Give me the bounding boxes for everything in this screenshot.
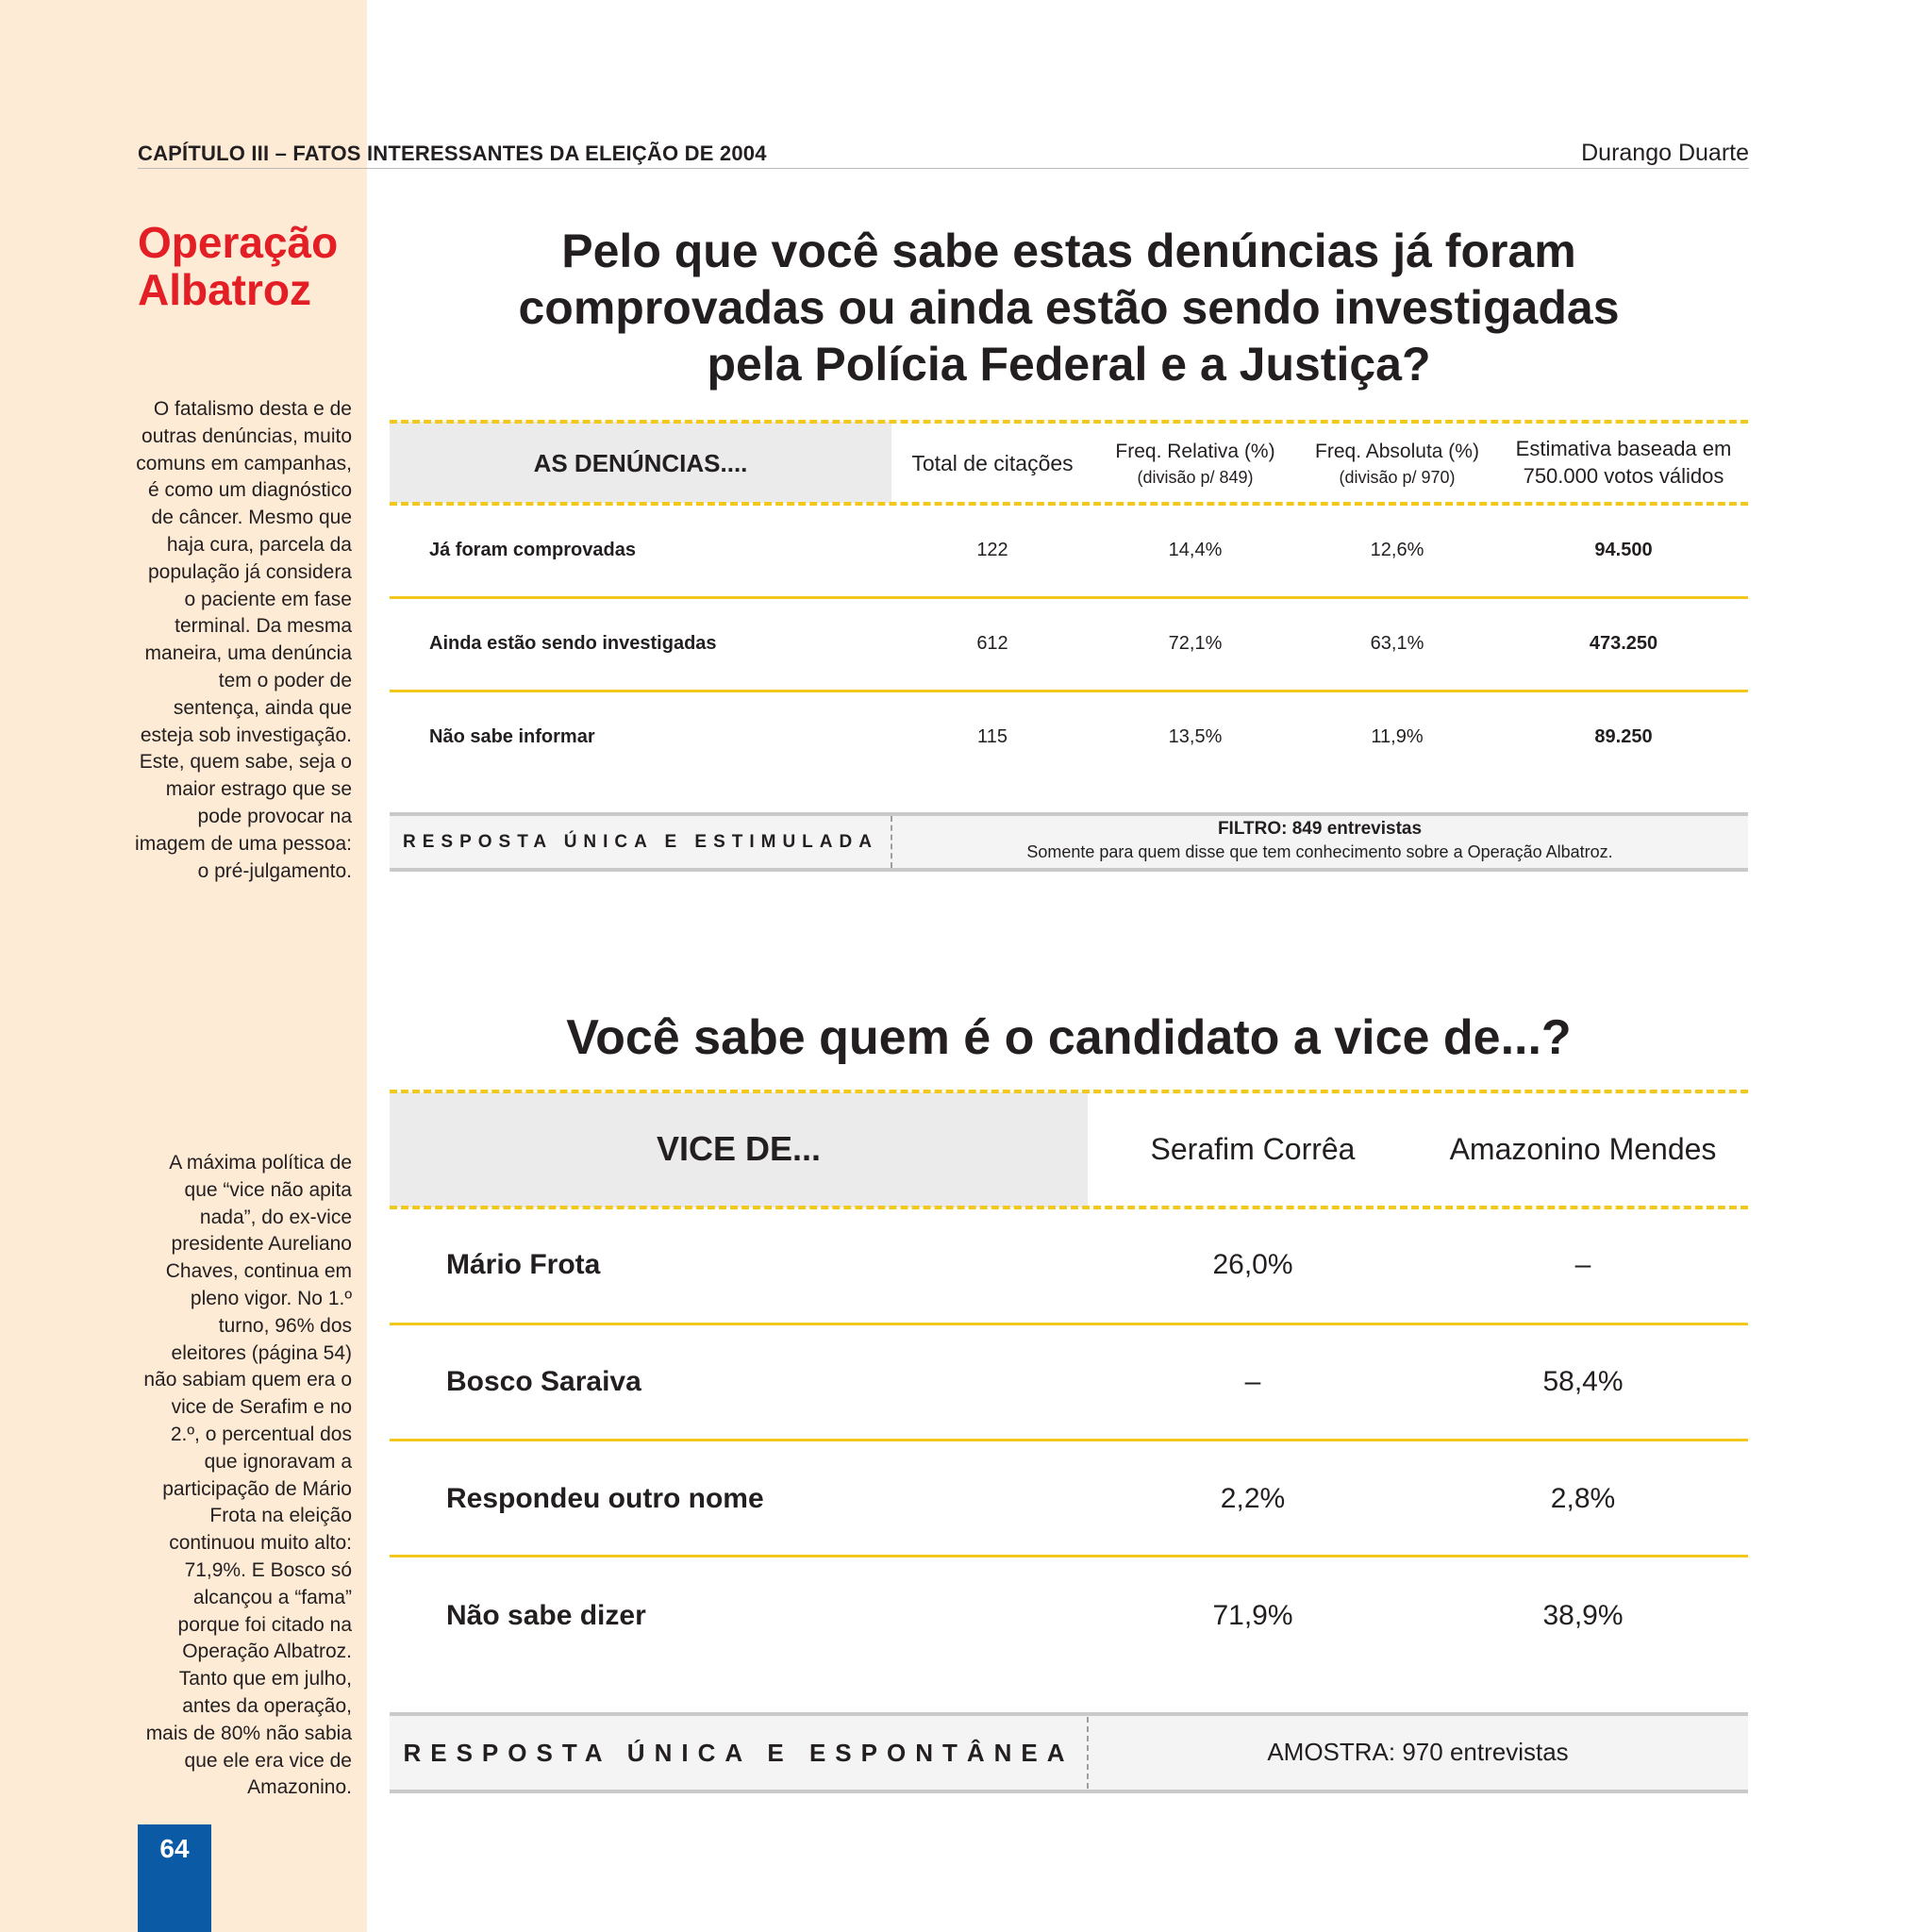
question-title-line: comprovadas ou ainda estão sendo investigadas: [518, 281, 1620, 334]
row-freq-rel: 72,1%: [1168, 633, 1223, 654]
row-col2: –: [1574, 1249, 1591, 1280]
sidebar-text-line: maior estrago que se: [165, 778, 352, 801]
sidebar-text-line: esteja sob investigação.: [140, 724, 352, 746]
sidebar-text-line: vice de Serafim e no: [171, 1396, 352, 1419]
sidebar-text-line: presidente Aureliano: [171, 1233, 352, 1256]
row-freq-abs: 11,9%: [1371, 726, 1424, 747]
row-estimate: 89.250: [1594, 726, 1653, 747]
row-label: Mário Frota: [446, 1249, 601, 1280]
row-total: 612: [976, 633, 1008, 654]
sidebar-text-line: porque foi citado na: [177, 1613, 352, 1636]
sidebar-text-line: turno, 96% dos: [218, 1314, 352, 1337]
row-freq-rel: 14,4%: [1168, 540, 1223, 560]
table1-header-estimate: Estimativa baseada em: [1515, 437, 1732, 460]
row-col2: 58,4%: [1542, 1366, 1624, 1397]
sidebar-text-line: população já considera: [148, 560, 352, 583]
row-estimate: 473.250: [1589, 633, 1658, 654]
row-col1: 2,2%: [1220, 1483, 1286, 1514]
sidebar-commentary-2: [125, 1150, 352, 1802]
row-label: Ainda estão sendo investigadas: [429, 633, 717, 654]
sidebar-text-line: eleitores (página 54): [171, 1341, 352, 1364]
table1-header-estimate: 750.000 votos válidos: [1523, 464, 1724, 488]
sidebar-text-line: pode provocar na: [197, 805, 352, 827]
sidebar-text-line: que ele era vice de: [184, 1749, 352, 1772]
sidebar-text-line: maneira, uma denúncia: [144, 642, 352, 665]
sidebar-text-line: o paciente em fase: [184, 588, 352, 610]
table2-row-rule: [390, 1323, 1748, 1325]
table2-header-label: VICE DE...: [656, 1129, 822, 1168]
section-title-line: Operação: [138, 218, 339, 267]
row-total: 115: [977, 726, 1008, 747]
table1-header-freq-rel-sub: (divisão p/ 849): [1137, 468, 1254, 487]
table1-row-rule: [390, 690, 1748, 692]
row-label: Já foram comprovadas: [429, 540, 636, 560]
row-label: Não sabe informar: [429, 726, 595, 747]
question-title-line: pela Polícia Federal e a Justiça?: [707, 338, 1431, 391]
sidebar-text-line: Chaves, continua em: [165, 1260, 352, 1283]
sidebar-text-line: A máxima política de: [169, 1152, 352, 1174]
table1-filter-note: Somente para quem disse que tem conhecimento sobre a Operação Albatroz.: [1026, 842, 1613, 861]
sidebar-text-line: Este, quem sabe, seja o: [139, 751, 352, 774]
sidebar-text-line: haja cura, parcela da: [166, 533, 352, 556]
chapter-title: CAPÍTULO III – FATOS INTERESSANTES DA ELEIÇÃO DE 2004: [138, 142, 767, 165]
sidebar-text-line: imagem de uma pessoa:: [135, 832, 352, 855]
row-col1: 26,0%: [1212, 1249, 1293, 1280]
sidebar-text-line: pleno vigor. No 1.º: [190, 1287, 352, 1309]
row-freq-abs: 63,1%: [1370, 633, 1424, 654]
sidebar-text-line: 71,9%. E Bosco só: [184, 1558, 352, 1581]
sidebar-text-line: Operação Albatroz.: [182, 1641, 352, 1663]
row-col2: 38,9%: [1542, 1600, 1624, 1631]
running-head: [138, 140, 1749, 169]
table1-header-label: AS DENÚNCIAS....: [533, 449, 748, 477]
table2-response-type: RESPOSTA ÚNICA E ESPONTÂNEA: [403, 1739, 1074, 1767]
sidebar-text-line: nada”, do ex-vice: [199, 1206, 352, 1228]
table2-header-col2: Amazonino Mendes: [1449, 1132, 1717, 1166]
row-freq-abs: 12,6%: [1370, 540, 1424, 560]
row-freq-rel: 13,5%: [1168, 726, 1223, 747]
page-number: 64: [138, 1824, 211, 1932]
row-col1: –: [1244, 1366, 1261, 1397]
table2-question-title: Você sabe quem é o candidato a vice de...?: [566, 1010, 1572, 1065]
sidebar-text-line: o pré-julgamento.: [197, 859, 352, 882]
table1-header-dashed-rule: [390, 502, 1748, 506]
table1-row-rule: [390, 596, 1748, 599]
sidebar-commentary-1: [125, 396, 352, 885]
sidebar-text-line: alcançou a “fama”: [192, 1586, 352, 1608]
sidebar-text-line: O fatalismo desta e de: [153, 398, 352, 420]
sidebar-text-line: outras denúncias, muito: [142, 425, 352, 447]
table1-header-freq-rel: Freq. Relativa (%): [1115, 441, 1275, 462]
table1-header-freq-abs: Freq. Absoluta (%): [1315, 441, 1479, 462]
table1-question-title: [390, 223, 1748, 392]
row-col1: 71,9%: [1212, 1600, 1293, 1631]
table1-header-total: Total de citações: [911, 451, 1074, 475]
row-col2: 2,8%: [1550, 1483, 1616, 1514]
sidebar-text-line: é como um diagnóstico: [148, 479, 352, 502]
table1-header-freq-abs-sub: (divisão p/ 970): [1339, 468, 1456, 487]
sidebar-text-line: que ignoravam a: [204, 1450, 352, 1473]
sidebar-text-line: tem o poder de: [218, 669, 352, 691]
sidebar-text-line: Tanto que em julho,: [178, 1668, 352, 1690]
section-title: [138, 219, 338, 313]
question-title-line: Pelo que você sabe estas denúncias já foram: [561, 225, 1576, 277]
sidebar-text-line: sentença, ainda que: [173, 696, 352, 719]
sidebar-text-line: 2.º, o percentual dos: [170, 1423, 352, 1445]
row-label: Respondeu outro nome: [446, 1483, 764, 1514]
sidebar-text-line: que “vice não apita: [184, 1178, 352, 1201]
sidebar-text-line: Amazonino.: [247, 1776, 352, 1799]
table2-top-dashed-rule: [390, 1090, 1748, 1093]
sidebar-text-line: terminal. Da mesma: [175, 615, 352, 638]
table2-footer-bottom-rule: [390, 1790, 1748, 1793]
table2-row-rule: [390, 1439, 1748, 1441]
sidebar-text-line: Frota na eleição: [209, 1505, 352, 1527]
sidebar-text-line: antes da operação,: [182, 1694, 352, 1717]
sidebar-text-line: não sabiam quem era o: [143, 1369, 352, 1391]
sidebar-text-line: comuns em campanhas,: [136, 452, 352, 475]
table1-top-dashed-rule: [390, 420, 1748, 424]
table2-header-col1: Serafim Corrêa: [1150, 1132, 1356, 1166]
table1-footer-bottom-rule: [390, 868, 1748, 872]
sidebar-text-line: continuou muito alto:: [169, 1532, 352, 1555]
table2-row-rule: [390, 1555, 1748, 1557]
table2-sample: AMOSTRA: 970 entrevistas: [1267, 1738, 1569, 1766]
row-label: Não sabe dizer: [446, 1600, 646, 1631]
table2-header-dashed-rule: [390, 1206, 1748, 1209]
table1-response-type: RESPOSTA ÚNICA E ESTIMULADA: [403, 832, 878, 852]
section-title-line: Albatroz: [138, 265, 311, 314]
sidebar-text-line: de câncer. Mesmo que: [151, 507, 352, 529]
row-estimate: 94.500: [1594, 540, 1653, 560]
sidebar-text-line: mais de 80% não sabia: [145, 1722, 352, 1744]
table1-footer-top-rule: [390, 812, 1748, 816]
author-name: Durango Duarte: [1581, 140, 1749, 166]
row-total: 122: [976, 540, 1008, 560]
row-label: Bosco Saraiva: [446, 1366, 641, 1397]
sidebar-text-line: participação de Mário: [162, 1477, 352, 1500]
table2-footer-top-rule: [390, 1712, 1748, 1716]
table1-filter: FILTRO: 849 entrevistas: [1217, 819, 1423, 839]
